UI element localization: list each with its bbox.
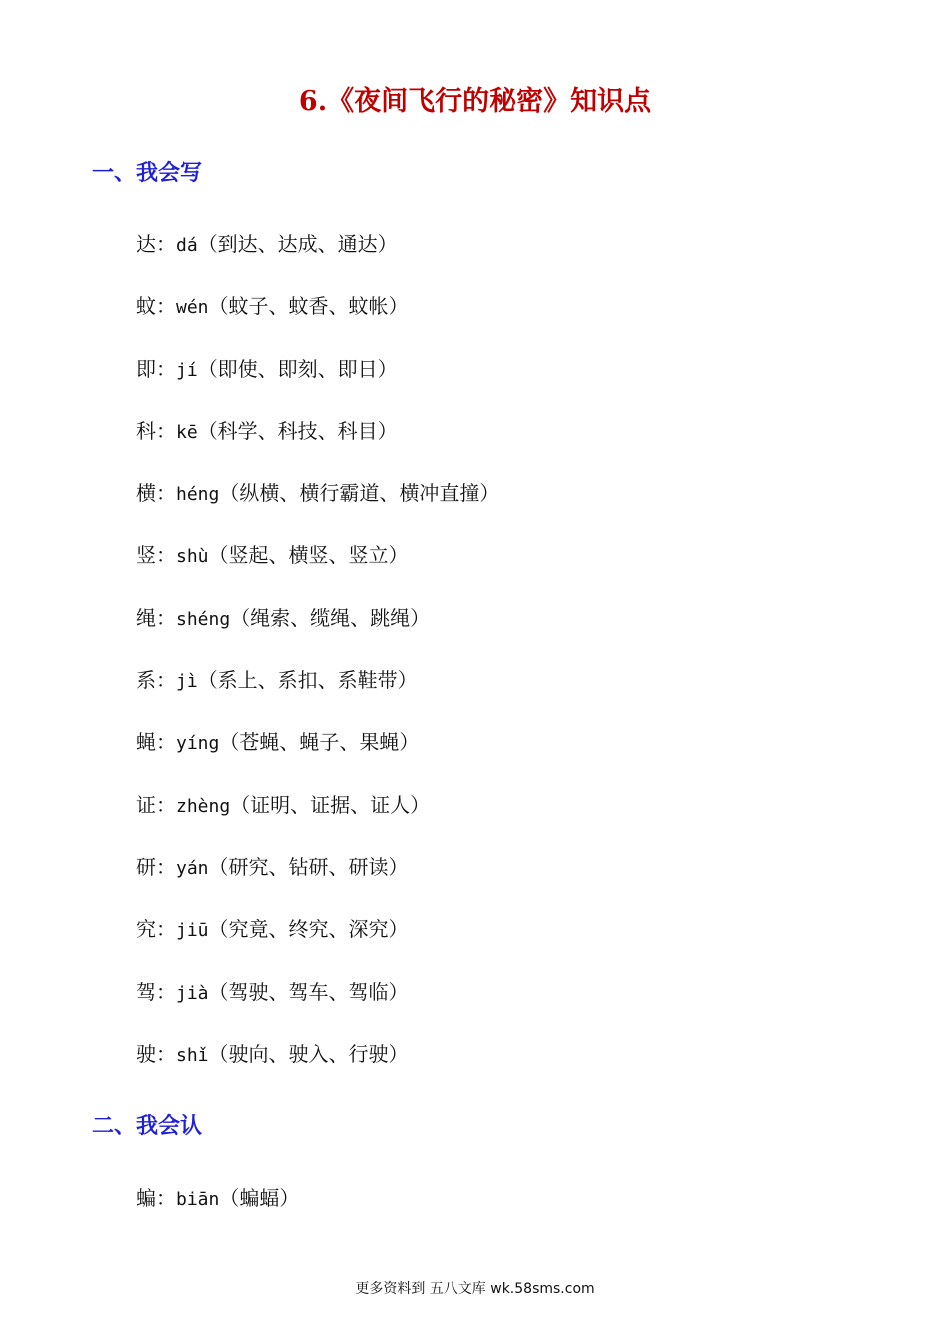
vocab-words: （绳索、缆绳、跳绳） [230, 605, 431, 630]
vocab-item [136, 538, 499, 600]
vocab-item [136, 414, 499, 476]
vocab-char: 蝙 [136, 1186, 156, 1210]
vocab-char: 蚊 [136, 294, 156, 319]
vocab-item [136, 725, 499, 787]
vocab-char: 研 [136, 854, 156, 879]
vocab-pinyin: biān [176, 1189, 220, 1210]
vocab-char: 究 [136, 917, 156, 942]
vocab-colon: ： [156, 294, 176, 319]
vocab-char: 竖 [136, 543, 156, 568]
vocab-colon: ： [156, 232, 176, 256]
vocab-pinyin: jià [176, 982, 209, 1004]
vocab-words: （科学、科技、科目） [197, 418, 398, 443]
vocab-item [136, 476, 499, 538]
vocab-char: 科 [136, 418, 156, 443]
vocab-colon: ： [156, 668, 176, 693]
vocab-colon: ： [156, 1041, 176, 1066]
vocab-char: 绳 [136, 605, 156, 630]
section-heading-write: 一、我会写 [92, 161, 203, 186]
vocab-char: 横 [136, 481, 156, 506]
vocab-pinyin: héng [176, 484, 220, 506]
vocab-item [136, 601, 499, 663]
vocab-colon: ： [156, 481, 176, 506]
vocab-pinyin: kē [176, 421, 198, 443]
vocab-colon: ： [156, 1186, 176, 1210]
vocab-words: （究竟、终究、深究） [208, 917, 409, 942]
vocab-pinyin: jì [176, 671, 198, 693]
vocab-words: （纵横、横行霸道、横冲直撞） [219, 481, 500, 506]
vocab-pinyin: zhèng [176, 795, 231, 817]
vocab-pinyin: shéng [176, 608, 231, 630]
vocab-words: （到达、达成、通达） [197, 232, 398, 256]
vocab-words: （驶向、驶入、行驶） [208, 1041, 409, 1066]
vocab-words: （即使、即刻、即日） [197, 356, 398, 381]
vocab-char: 驶 [136, 1041, 156, 1066]
vocab-item [136, 1037, 499, 1099]
vocab-item [136, 912, 499, 974]
vocab-pinyin: shǐ [176, 1044, 209, 1066]
vocab-item [136, 289, 499, 351]
section-heading-recognize: 二、我会认 [92, 1114, 203, 1139]
vocab-char: 驾 [136, 979, 156, 1004]
vocab-words: （蚊子、蚊香、蚊帐） [208, 294, 409, 319]
vocab-words: （系上、系扣、系鞋带） [197, 668, 418, 693]
vocab-colon: ： [156, 792, 176, 817]
vocab-pinyin: jiū [176, 920, 209, 942]
vocab-item [136, 663, 499, 725]
vocab-pinyin: yíng [176, 733, 220, 755]
footer-watermark: 更多资料到 五八文库 wk.58sms.com [355, 1281, 595, 1297]
vocab-colon: ： [156, 543, 176, 568]
vocab-item [136, 975, 499, 1037]
vocab-words: （证明、证据、证人） [230, 792, 431, 817]
vocab-item [136, 352, 499, 414]
vocab-colon: ： [156, 730, 176, 755]
vocab-pinyin: jí [176, 359, 198, 381]
vocab-colon: ： [156, 979, 176, 1004]
vocab-pinyin: shù [176, 546, 209, 568]
vocab-words: （苍蝇、蝇子、果蝇） [219, 730, 420, 755]
vocab-words: （蝙蝠） [219, 1186, 300, 1210]
vocab-colon: ： [156, 854, 176, 879]
vocab-pinyin: wén [176, 297, 209, 319]
vocab-item [136, 1181, 299, 1243]
vocab-char: 即 [136, 356, 156, 381]
vocab-char: 达 [136, 232, 156, 256]
vocab-colon: ： [156, 418, 176, 443]
vocab-colon: ： [156, 917, 176, 942]
vocab-char: 蝇 [136, 730, 156, 755]
vocab-words: （驾驶、驾车、驾临） [208, 979, 409, 1004]
vocab-item [136, 227, 499, 289]
vocab-pinyin: dá [176, 235, 198, 256]
vocab-colon: ： [156, 605, 176, 630]
page-title: 6.《夜间飞行的秘密》知识点 [298, 86, 652, 117]
vocab-list-recognize [136, 1181, 299, 1243]
vocab-colon: ： [156, 356, 176, 381]
vocab-pinyin: yán [176, 857, 209, 879]
vocab-words: （研究、钻研、研读） [208, 854, 409, 879]
vocab-item [136, 850, 499, 912]
vocab-words: （竖起、横竖、竖立） [208, 543, 409, 568]
vocab-item [136, 788, 499, 850]
vocab-list-write [136, 227, 499, 1099]
vocab-char: 证 [136, 792, 156, 817]
vocab-char: 系 [136, 668, 156, 693]
